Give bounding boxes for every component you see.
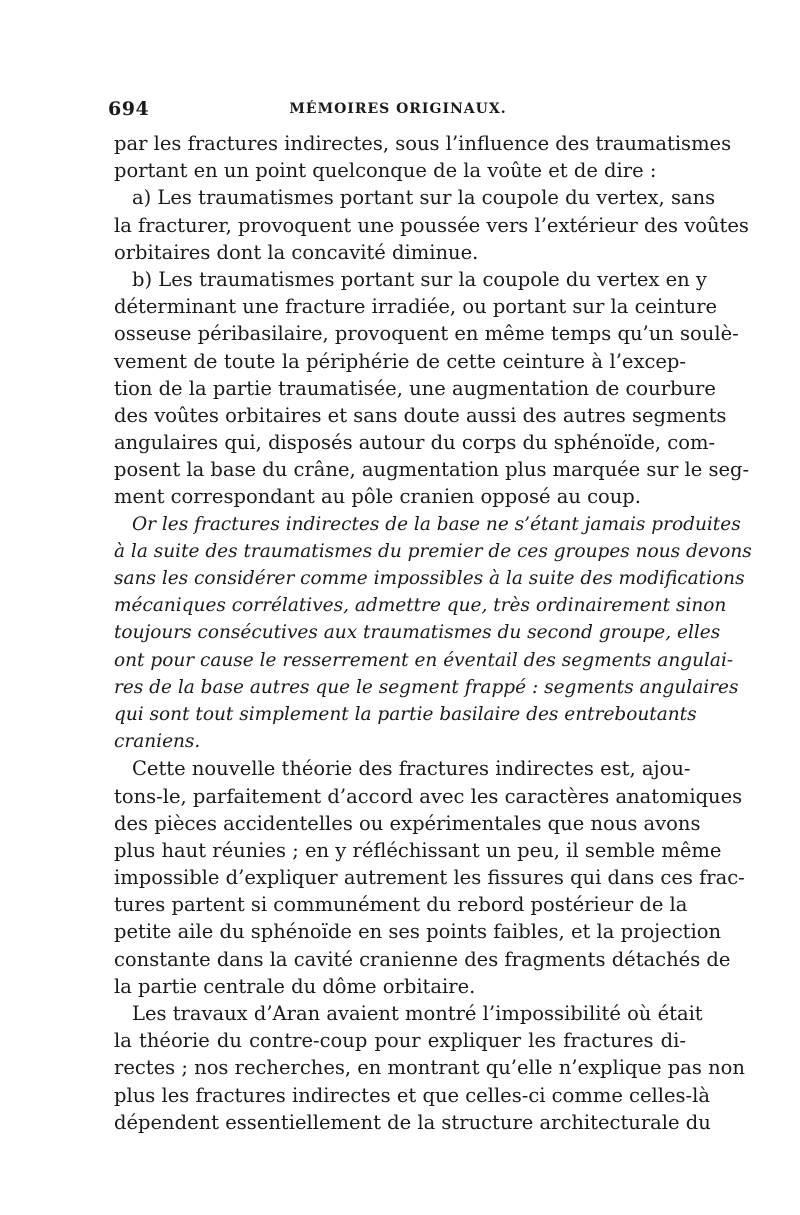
italic-text-line: toujours consécutives aux traumatismes du second groupe, elles <box>114 622 721 644</box>
text-line: des pièces accidentelles ou expérimentales que nous avons <box>114 811 701 835</box>
text-line: plus les fractures indirectes et que celles-ci comme celles-là <box>114 1083 710 1107</box>
body-text <box>114 130 752 1136</box>
italic-text-line: ont pour cause le resserrement en éventail des segments angulai- <box>114 649 734 671</box>
text-line: osseuse péribasilaire, provoquent en même temps qu’un soulè- <box>114 322 739 346</box>
text-line: par les fractures indirectes, sous l’influence des traumatismes <box>114 132 732 155</box>
text-line: vement de toute la périphérie de cette ceinture à l’excep- <box>114 349 686 373</box>
text-line: tion de la partie traumatisée, une augmentation de courbure <box>114 376 716 400</box>
text-line: Cette nouvelle théorie des fractures indirectes est, ajou- <box>132 757 691 781</box>
text-line: déterminant une fracture irradiée, ou portant sur la ceinture <box>114 295 718 319</box>
italic-text-line: res de la base autres que le segment frappé : segments angulaires <box>114 676 739 698</box>
text-line: ment correspondant au pôle cranien opposé au coup. <box>114 485 641 509</box>
text-line: angulaires qui, disposés autour du corps du sphénoïde, com- <box>114 431 716 455</box>
text-line: la fracturer, provoquent une poussée vers l’extérieur des voûtes <box>114 213 749 237</box>
text-line: petite aile du sphénoïde en ses points faibles, et la projection <box>114 920 722 944</box>
text-line: des voûtes orbitaires et sans doute aussi des autres segments <box>114 403 727 427</box>
italic-text-line: sans les considérer comme impossibles à la suite des modifications <box>114 568 745 589</box>
text-line: a) Les traumatismes portant sur la coupole du vertex, sans <box>132 186 716 210</box>
text-line: portant en un point quelconque de la voûte et de dire : <box>114 159 657 183</box>
text-line: orbitaires dont la concavité diminue. <box>114 240 479 264</box>
text-line: plus haut réunies ; en y réfléchissant un peu, il semble même <box>114 838 722 862</box>
running-title: MÉMOIRES ORIGINAUX. <box>289 101 507 117</box>
page-number: 694 <box>108 98 150 120</box>
text-line: rectes ; nos recherches, en montrant qu’elle n’explique pas non <box>114 1056 745 1080</box>
text-line: Les travaux d’Aran avaient montré l’impossibilité où était <box>132 1002 703 1025</box>
text-line: posent la base du crâne, augmentation plus marquée sur le seg- <box>114 458 750 482</box>
text-line: impossible d’expliquer autrement les fissures qui dans ces frac- <box>114 866 745 890</box>
italic-text-line: mécaniques corrélatives, admettre que, très ordinairement sinon <box>114 595 727 617</box>
text-line: tures partent si communément du rebord postérieur de la <box>114 893 688 917</box>
text-line: dépendent essentiellement de la structure architecturale du <box>114 1110 711 1134</box>
text-line: b) Les traumatismes portant sur la coupole du vertex en y <box>132 267 707 291</box>
italic-text-line: Or les fractures indirectes de la base ne s’étant jamais produites <box>132 513 741 535</box>
italic-text-line: qui sont tout simplement la partie basilaire des entreboutants <box>114 703 697 725</box>
italic-text-line: craniens. <box>114 731 201 753</box>
text-line: la partie centrale du dôme orbitaire. <box>114 974 476 998</box>
page-header <box>108 98 688 124</box>
text-line: la théorie du contre-coup pour expliquer les fractures di- <box>114 1029 686 1053</box>
text-line: tons-le, parfaitement d’accord avec les caractères anatomiques <box>114 784 743 808</box>
text-line: constante dans la cavité cranienne des fragments détachés de <box>114 947 731 971</box>
italic-text-line: à la suite des traumatismes du premier de ces groupes nous devons <box>114 540 752 562</box>
